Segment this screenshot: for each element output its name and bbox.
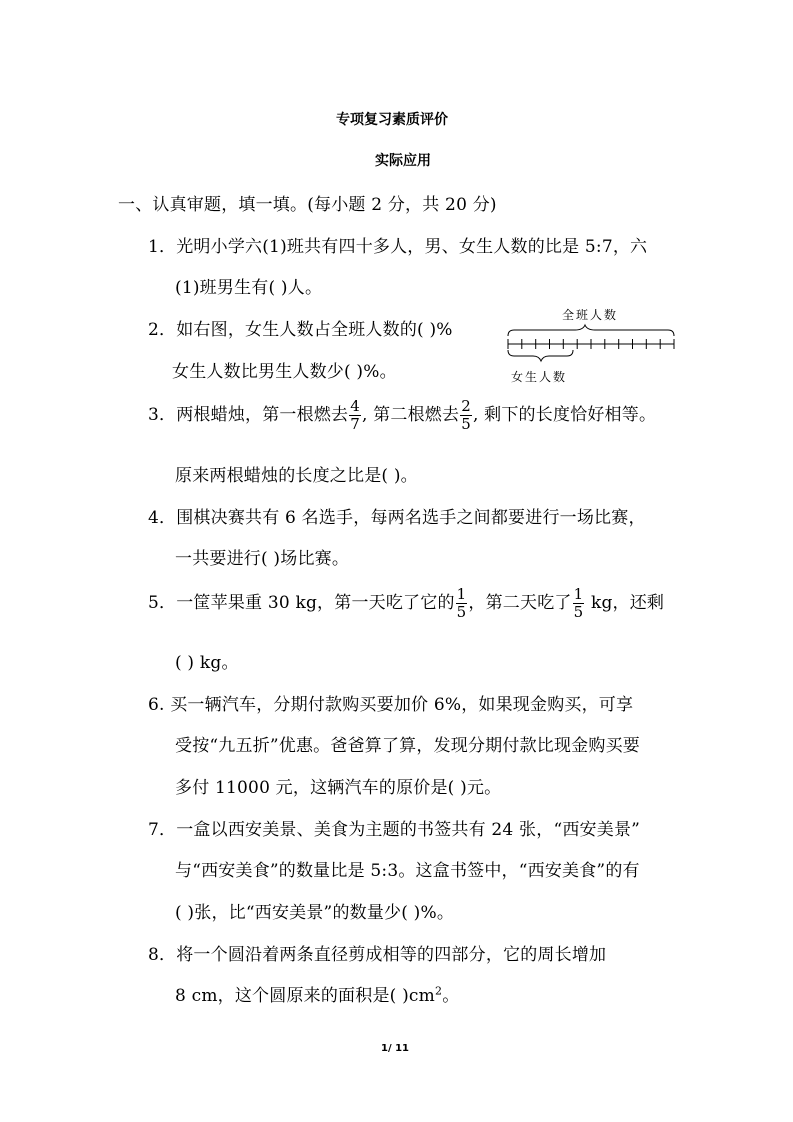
question-2-line-2: 女生人数比男生人数少( )%。 — [172, 362, 397, 382]
question-8-line-1: 8．将一个圆沿着两条直径剪成相等的四部分，它的周长增加 — [148, 945, 607, 965]
fraction-denominator: 5 — [573, 603, 584, 621]
fraction-denominator: 5 — [456, 603, 467, 621]
diagram-top-label: 全班人数 — [562, 308, 619, 322]
question-5-text-c: kg，还剩 — [585, 593, 665, 613]
question-3-line-2: 原来两根蜡烛的长度之比是( )。 — [175, 466, 418, 486]
question-4-line-1: 4．围棋决赛共有 6 名选手，每两名选手之间都要进行一场比赛， — [148, 508, 646, 528]
question-7-line-1: 7．一盒以西安美景、美食为主题的书签共有 24 张，“西安美景” — [148, 820, 641, 840]
question-5-line-2: ( ) kg。 — [175, 653, 239, 673]
fraction-numerator: 4 — [350, 397, 360, 415]
question-3-text-c: , 剩下的长度恰好相等。 — [472, 405, 657, 425]
fraction-denominator: 5 — [461, 415, 471, 433]
question-3-text-b: , 第二根燃去 — [361, 405, 460, 425]
question-3-text-a: 3．两根蜡烛，第一根燃去 — [148, 405, 349, 425]
question-5-line-1 — [148, 586, 664, 621]
segment-diagram — [505, 322, 680, 367]
section-heading: 一、认真审题，填一填。(每小题 2 分，共 20 分) — [118, 195, 497, 215]
question-2-line-1: 2．如右图，女生人数占全班人数的( )% — [148, 320, 453, 340]
question-7-line-3: ( )张，比“西安美景”的数量少( )%。 — [175, 903, 455, 923]
diagram-bottom-label: 女生人数 — [511, 370, 568, 384]
question-5-text-a: 5．一筐苹果重 30 kg，第一天吃了它的 — [148, 593, 455, 613]
question-8-line-2 — [175, 981, 459, 1006]
fraction-numerator: 1 — [456, 585, 467, 603]
fraction-numerator: 2 — [461, 397, 471, 415]
fraction-denominator: 7 — [350, 415, 360, 433]
question-1-line-1: 1．光明小学六(1)班共有四十多人，男、女生人数的比是 5:7，六 — [148, 237, 648, 257]
question-3-line-1 — [148, 398, 656, 433]
document-subtitle: 实际应用 — [375, 153, 431, 169]
page-number: 1/ 11 — [381, 1043, 410, 1054]
question-8-text-a: 8 cm，这个圆原来的面积是( )cm — [175, 986, 435, 1006]
question-6-line-3: 多付 11000 元，这辆汽车的原价是( )元。 — [175, 778, 502, 798]
question-6-line-2: 受按“九五折”优惠。爸爸算了算，发现分期付款比现金购买要 — [175, 736, 640, 756]
question-7-line-2: 与“西安美食”的数量比是 5:3。这盒书签中，“西安美食”的有 — [175, 861, 640, 881]
top-brace — [508, 325, 674, 336]
question-8-text-b: 。 — [442, 986, 460, 1006]
fraction-2-5 — [460, 398, 472, 433]
question-4-line-2: 一共要进行( )场比赛。 — [175, 549, 350, 569]
fraction-1-5-a — [456, 586, 468, 621]
fraction-1-5-b — [573, 586, 585, 621]
bottom-brace — [508, 350, 573, 361]
superscript-2: 2 — [434, 984, 443, 998]
question-1-line-2: (1)班男生有( )人。 — [175, 278, 323, 298]
document-title: 专项复习素质评价 — [336, 112, 448, 128]
fraction-numerator: 1 — [573, 585, 584, 603]
question-6-line-1: 6. 买一辆汽车，分期付款购买要加价 6%，如果现金购买，可享 — [148, 695, 634, 715]
question-5-text-b: ，第二天吃了 — [468, 593, 572, 613]
fraction-4-7 — [349, 398, 361, 433]
